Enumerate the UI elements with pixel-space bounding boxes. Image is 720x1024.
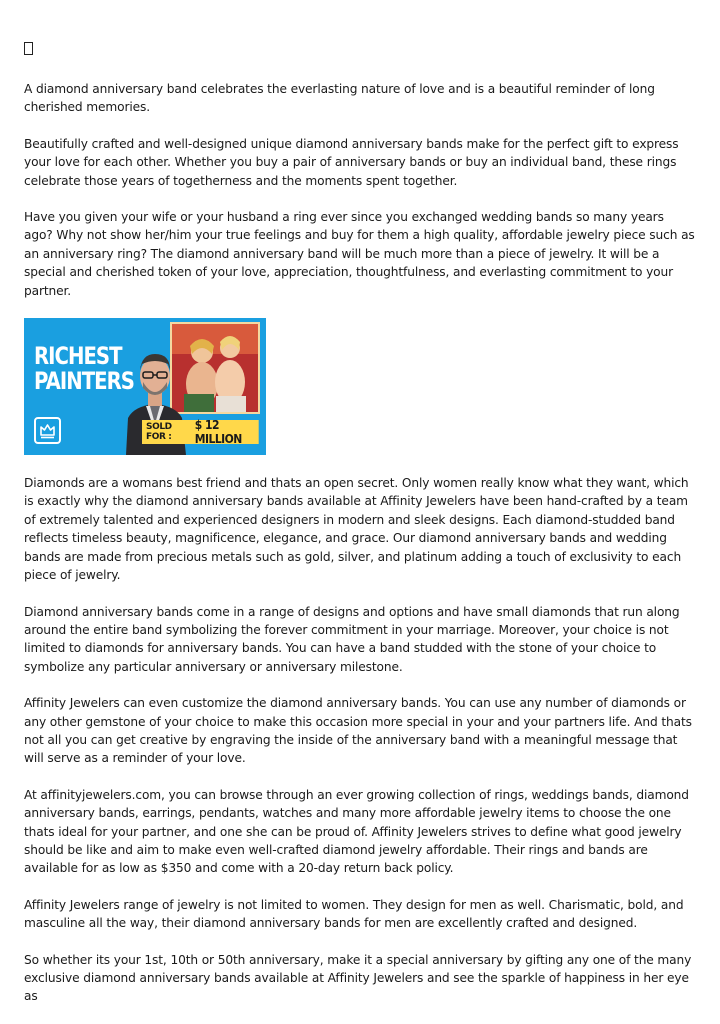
paragraph-designs: Diamond anniversary bands come in a range of designs and options and have small diamonds that run along around the entire band symbolizing the forever commitment in your marriage. Moreover, your choice is not limited to diamonds for anniversary bands. You can have a band studded with the stone of your choice to symbolize any particular anniversary or anniversary milestone.	[24, 604, 680, 674]
paragraph-gift: Beautifully crafted and well-designed unique diamond anniversary bands make for the perfect gift to express your love for each other. Whether you buy a pair of anniversary bands or buy an individual band, these rings celebrate those years of togetherness and the moments spent together.	[24, 136, 679, 188]
paragraph-intro: A diamond anniversary band celebrates the everlasting nature of love and is a beautiful reminder of long cherished memories.	[24, 82, 655, 115]
paragraph-diamonds: Diamonds are a womans best friend and thats an open secret. Only women really know what they want, which is exactly why the diamond anniversary bands available at Affinity Jewelers have been hand-crafted by a team of extremely talented and experienced designers in modern and sleek designs. Each diamond-studded band reflects timeless beauty, magnificence, elegance, and grace. Our diamond anniversary bands and wedding bands are made from precious metals such as gold, silver, and platinum adding a touch of exclusivity to each piece of jewelry.	[24, 476, 689, 583]
paragraph-closing: So whether its your 1st, 10th or 50th anniversary, make it a special anniversary by gifting any one of the many exclusive diamond anniversary bands available at Affinity Jewelers and see the sparkle of happiness in her eye as	[24, 952, 692, 1004]
crown-icon	[34, 417, 61, 444]
sold-amount: $ 12 MILLION	[193, 420, 259, 444]
promo-title-line1: RICHEST	[34, 342, 122, 371]
promo-image[interactable]	[24, 318, 266, 455]
paragraph-customize: Affinity Jewelers can even customize the diamond anniversary bands. You can use any number of diamonds or any other gemstone of your choice to make this occasion more special in your and your partners life. And thats not all you can get creative by engraving the inside of the anniversary band with a meaningful message that will serve as a reminder of your love.	[24, 696, 692, 766]
promo-title-line2: PAINTERS	[34, 367, 134, 396]
promo-title	[34, 344, 134, 394]
article	[24, 42, 696, 1024]
sold-price-badge	[142, 418, 266, 447]
missing-glyph-icon	[24, 42, 33, 55]
paragraph-men: Affinity Jewelers range of jewelry is not limited to women. They design for men as well. Charismatic, bold, and masculine all the way, their diamond anniversary bands for men are excellently crafted and designed.	[24, 897, 684, 931]
paragraph-question: Have you given your wife or your husband a ring ever since you exchanged wedding bands so many years ago? Why not show her/him your true feelings and buy for them a high quality, affordable jewelry piece such as an anniversary ring? The diamond anniversary band will be much more than a piece of jewelry. It will be a special and cherished token of your love, appreciation, thoughtfulness, and everlasting commitment to your partner.	[24, 210, 695, 298]
sold-label: SOLD FOR :	[142, 420, 193, 444]
paragraph-website: At affinityjewelers.com, you can browse through an ever growing collection of rings, weddings bands, diamond anniversary bands, earrings, pendants, watches and many more affordable jewelry items to choose the one thats ideal for your partner, and one she can be proud of. Affinity Jewelers strives to define what good jewelry should be like and aim to make even well-crafted diamond jewelry affordable. Their rings and bands are available for as low as $350 and come with a 20-day return back policy.	[24, 787, 689, 876]
